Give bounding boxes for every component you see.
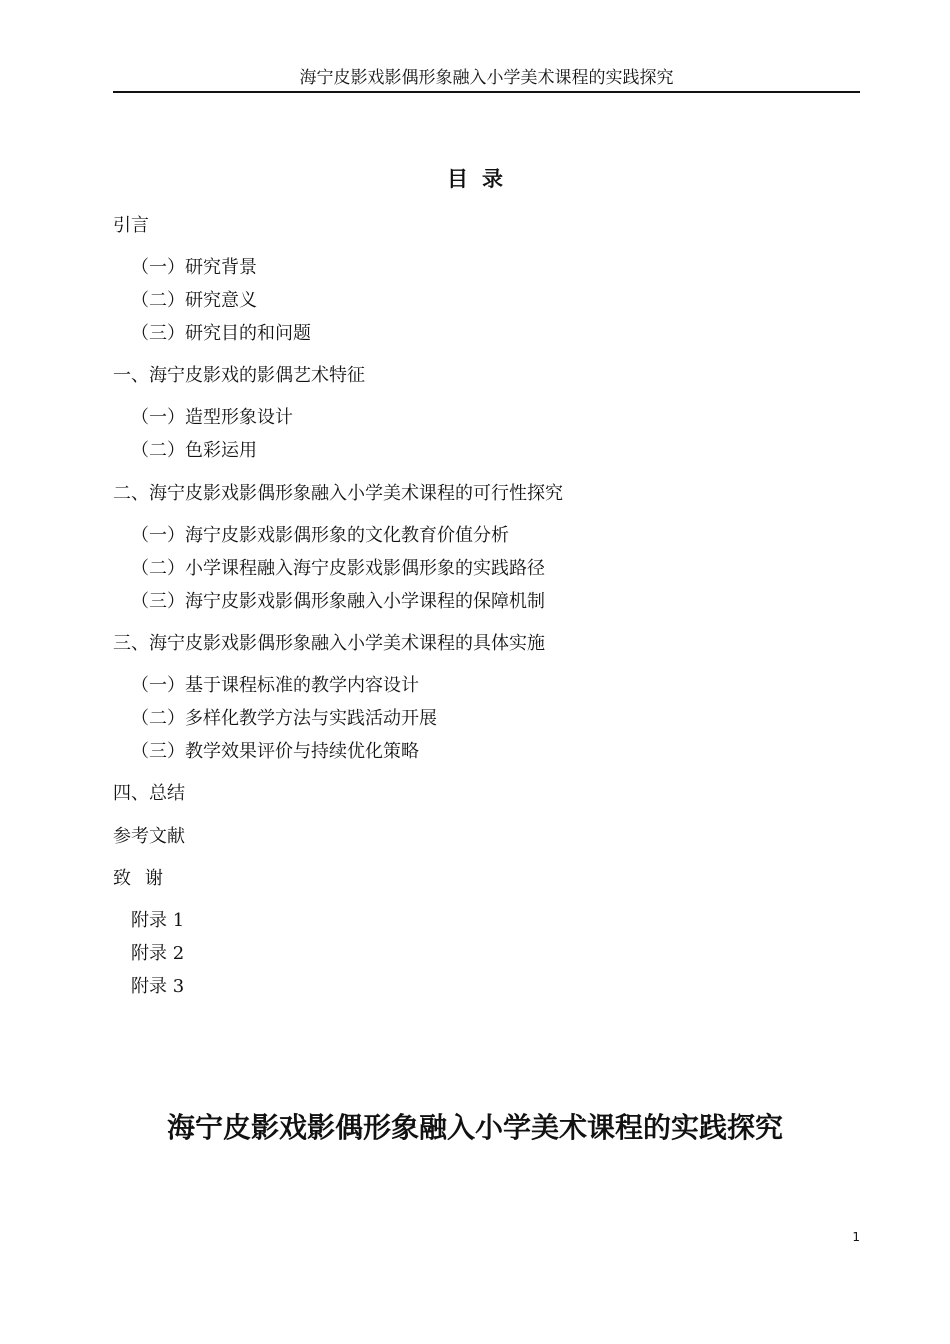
toc-entry-2-3: （三）海宁皮影戏影偶形象融入小学课程的保障机制 bbox=[131, 591, 545, 612]
toc-entry-1-2: （二）色彩运用 bbox=[131, 440, 257, 461]
toc-entry-2-2: （二）小学课程融入海宁皮影戏影偶形象的实践路径 bbox=[131, 558, 545, 579]
toc-entry-3-3: （三）教学效果评价与持续优化策略 bbox=[131, 741, 419, 762]
toc-entry-research-significance: （二）研究意义 bbox=[131, 290, 257, 311]
toc-entry-2-1: （一）海宁皮影戏影偶形象的文化教育价值分析 bbox=[131, 525, 509, 546]
toc-entry-chapter-2: 二、海宁皮影戏影偶形象融入小学美术课程的可行性探究 bbox=[113, 483, 563, 504]
page-number: 1 bbox=[852, 1230, 860, 1244]
toc-entry-appendix-1: 附录 1 bbox=[131, 910, 185, 931]
toc-entry-3-2: （二）多样化教学方法与实践活动开展 bbox=[131, 708, 437, 729]
toc-entry-appendix-3: 附录 3 bbox=[131, 976, 185, 997]
toc-entry-research-background: （一）研究背景 bbox=[131, 257, 257, 278]
toc-entry-3-1: （一）基于课程标准的教学内容设计 bbox=[131, 675, 419, 696]
document-title: 海宁皮影戏影偶形象融入小学美术课程的实践探究 bbox=[166, 1111, 783, 1144]
toc-entry-introduction: 引言 bbox=[113, 215, 149, 236]
toc-entry-references: 参考文献 bbox=[113, 826, 185, 847]
toc-entry-chapter-3: 三、海宁皮影戏影偶形象融入小学美术课程的具体实施 bbox=[113, 633, 545, 654]
header-divider bbox=[113, 91, 860, 93]
toc-entry-research-purpose: （三）研究目的和问题 bbox=[131, 323, 311, 344]
toc-entry-chapter-1: 一、海宁皮影戏的影偶艺术特征 bbox=[113, 365, 365, 386]
toc-entry-1-1: （一）造型形象设计 bbox=[131, 407, 293, 428]
running-header: 海宁皮影戏影偶形象融入小学美术课程的实践探究 bbox=[299, 68, 674, 88]
toc-entry-acknowledgements: 致谢 bbox=[113, 868, 177, 889]
toc-title: 目录 bbox=[447, 166, 517, 191]
toc-entry-conclusion: 四、总结 bbox=[113, 783, 185, 804]
toc-entry-appendix-2: 附录 2 bbox=[131, 943, 185, 964]
